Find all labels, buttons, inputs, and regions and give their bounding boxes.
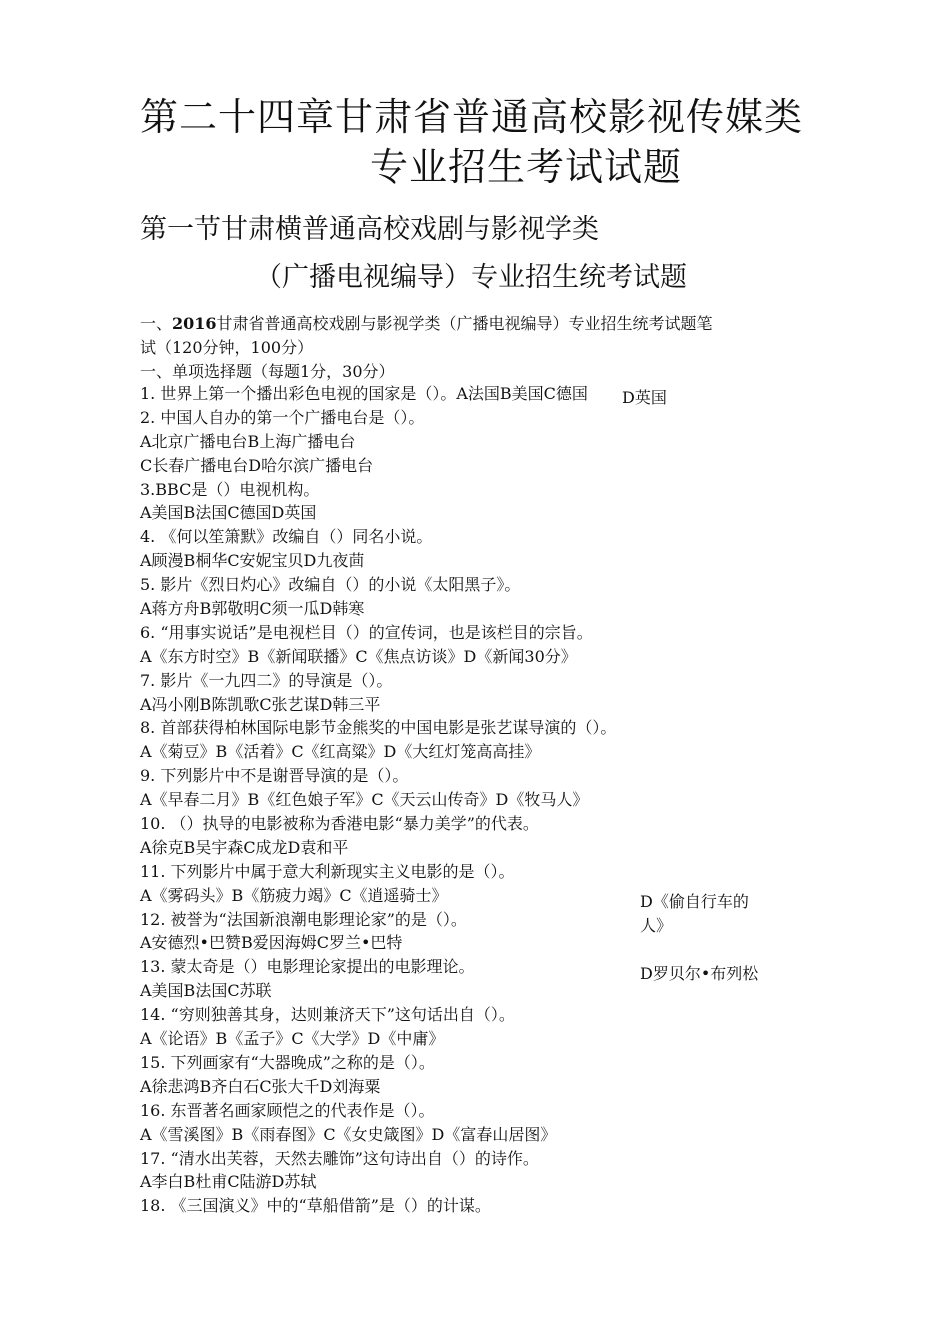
- question-line: 3.BBC是（）电视机构。: [140, 479, 320, 499]
- exam-intro-line2: 试（120分钟，100分）: [140, 338, 314, 357]
- question-line: 18. 《三国演义》中的“草船借箭”是（）的计谋。: [140, 1196, 491, 1216]
- question-line: 2. 中国人自办的第一个广播电台是（）。: [140, 407, 425, 427]
- question-line: 1. 世界上第一个播出彩色电视的国家是（）。A法国B美国C德国: [140, 384, 588, 403]
- question-line: A《雪溪图》B《雨春图》C《女史箴图》D《富春山居图》: [140, 1124, 557, 1144]
- intro-year: 2016: [172, 314, 217, 333]
- question-line: C长春广播电台D哈尔滨广播电台: [140, 455, 374, 475]
- question-line: A徐悲鸿B齐白石C张大千D刘海粟: [140, 1076, 381, 1096]
- question-line: 11. 下列影片中属于意大利新现实主义电影的是（）。: [140, 861, 515, 881]
- q11-option-d-line2: 人》: [640, 916, 673, 935]
- section-title-continued: （广播电视编导）专业招生统考试题: [255, 262, 687, 293]
- chapter-title: 第二十四章甘肃省普通高校影视传媒类: [140, 95, 804, 139]
- question-line: 6. “用事实说话”是电视栏目（）的宣传词，也是该栏目的宗旨。: [140, 622, 593, 642]
- question-line: 13. 蒙太奇是（）电影理论家提出的电影理论。: [140, 957, 475, 977]
- question-line: A《雾码头》B《筋疲力竭》C《逍遥骑士》: [140, 885, 448, 905]
- question-line: 10. （）执导的电影被称为香港电影“暴力美学”的代表。: [140, 814, 539, 834]
- question-line: A徐克B吴宇森C成龙D袁和平: [140, 837, 349, 857]
- question-line: 12. 被誉为“法国新浪潮电影理论家”的是（）。: [140, 909, 467, 929]
- intro-rest: 甘肃省普通高校戏剧与影视学类（广播电视编导）专业招生统考试题笔: [216, 314, 713, 333]
- question-line: 15. 下列画家有“大器晚成”之称的是（）。: [140, 1052, 435, 1072]
- exam-intro-line1: [140, 312, 830, 336]
- question-line: A《菊豆》B《活着》C《红高粱》D《大红灯笼高高挂》: [140, 742, 541, 762]
- question-line: 16. 东晋著名画家顾恺之的代表作是（）。: [140, 1100, 435, 1120]
- intro-prefix: 一、: [140, 314, 173, 333]
- question-line: A安德烈•巴赞B爱因海姆C罗兰•巴特: [140, 933, 403, 953]
- exam-intro: [140, 312, 830, 384]
- q11-option-d-line1: D《偷自行车的: [640, 892, 749, 911]
- question-line: A美国B法国C苏联: [140, 981, 272, 1001]
- question-line: A北京广播电台B上海广播电台: [140, 431, 356, 451]
- question-line: 8. 首部获得柏林国际电影节金熊奖的中国电影是张艺谋导演的（）。: [140, 718, 617, 738]
- q1-option-d: D英国: [622, 388, 667, 407]
- question-line: A蒋方舟B郭敬明C须一瓜D韩寒: [140, 599, 365, 619]
- question-line: A美国B法国C德国D英国: [140, 503, 317, 523]
- question-line: 4. 《何以笙箫默》改编自（）同名小说。: [140, 527, 433, 547]
- question-list: [140, 382, 640, 1218]
- section-title: 第一节甘肃横普通高校戏剧与影视学类: [140, 214, 599, 245]
- question-line: A《早春二月》B《红色娘子军》C《天云山传奇》D《牧马人》: [140, 790, 589, 810]
- question-line: 14. “穷则独善其身，达则兼济天下”这句话出自（）。: [140, 1005, 515, 1025]
- chapter-title-continued: 专业招生考试试题: [370, 145, 683, 189]
- question-line: A顾漫B桐华C安妮宝贝D九夜茴: [140, 551, 365, 571]
- q12-option-d: D罗贝尔•布列松: [640, 964, 759, 983]
- question-line: 7. 影片《一九四二》的导演是（）。: [140, 670, 393, 690]
- question-line: A冯小刚B陈凯歌C张艺谋D韩三平: [140, 694, 381, 714]
- question-line: A李白B杜甫C陆游D苏轼: [140, 1172, 317, 1192]
- question-line: A《东方时空》B《新闻联播》C《焦点访谈》D《新闻30分》: [140, 646, 577, 666]
- question-line: 17. “清水出芙蓉，天然去雕饰”这句诗出自（）的诗作。: [140, 1148, 539, 1168]
- section-heading: 一、单项选择题（每题1分，30分）: [140, 362, 395, 381]
- question-line: 9. 下列影片中不是谢晋导演的是（）。: [140, 766, 409, 786]
- question-line: 5. 影片《烈日灼心》改编自（）的小说《太阳黑子》。: [140, 575, 521, 595]
- q11-option-d: [640, 890, 749, 938]
- question-line: A《论语》B《孟子》C《大学》D《中庸》: [140, 1029, 445, 1049]
